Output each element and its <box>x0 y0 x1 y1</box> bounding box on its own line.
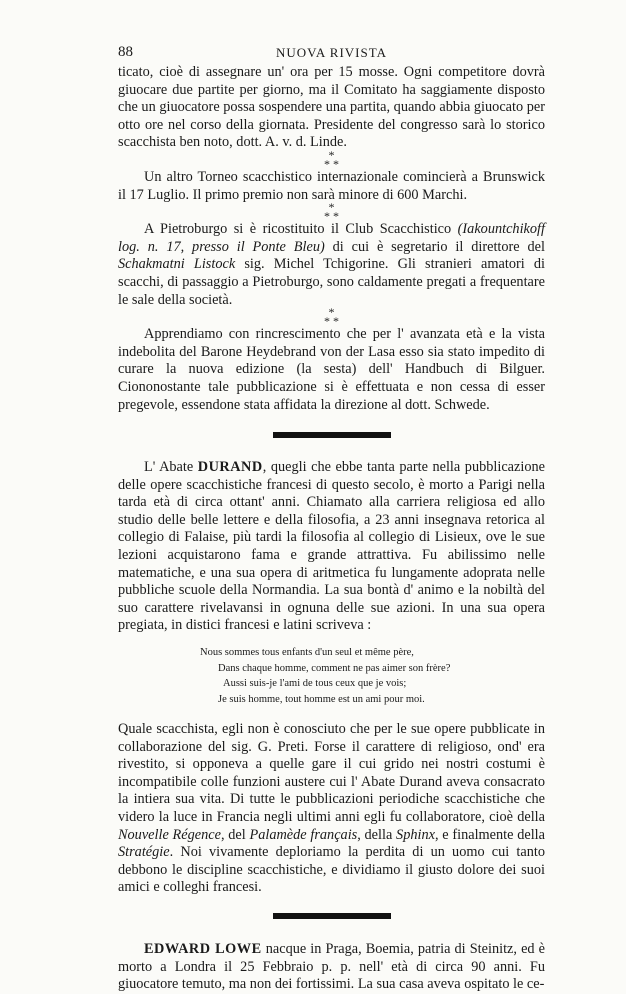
article-body <box>118 64 545 994</box>
paragraph-lowe: EDWARD LOWE nacque in Praga, Boemia, patria di Steinitz, ed è morto a Londra il 25 Febbraio p. p. nell' età di circa 90 anni. Fu giuocatore temuto, ma non dei fortissimi. La sua casa aveva ospitato le ce- <box>118 940 545 993</box>
paragraph-durand: L' Abate DURAND, quegli che ebbe tanta parte nella pubblicazione delle opere scacchistiche francesi di questo secolo, è morto a Parigi nella tarda età di circa ottant' anni. Chiamato alla carriera religiosa ed allo studio delle belle lettere e della filosofia, a 23 anni insegnava retorica al collegio di Falaise, più tardi la filosofia al collegio di Lisieux, ove le sue lezioni acquistarono fama e grande attrattiva. Fu abilissimo nelle matematiche, e una sua opera di aritmetica fu lungamente adoprata nelle pubbliche scuole della Normandia. La sua bontà d' animo e la nobiltà del suo carattere rivelavansi in ognuna delle sue azioni. In una sua opera pregiata, in distici francesi e latini scriveva : <box>118 459 545 634</box>
page-number: 88 <box>118 44 133 60</box>
verse-line: Dans chaque homme, comment ne pas aimer son frère? <box>218 662 451 674</box>
section-rule <box>273 913 391 919</box>
asterism-separator: * * * <box>324 305 339 329</box>
verse-line: Nous sommes tous enfants d'un seul et même père, <box>200 647 414 659</box>
running-title: NUOVA RIVISTA <box>275 45 388 60</box>
paragraph-brunswick: Un altro Torneo scacchistico internazionale comincierà a Brunswick il 17 Luglio. Il primo premio non sarà minore di 600 Marchi. <box>118 168 545 203</box>
paragraph-pietroburgo: A Pietroburgo si è ricostituito il Club Scacchistico (Iakountchikoff log. n. 17, presso il Ponte Bleu) di cui è segretario il direttore del Schakmatni Listock sig. Michel Tchigorine. Gli stranieri amatori di scacchi, di passaggio a Pietroburgo, sono caldamente pregati a frequentare le sale della società. <box>118 221 545 308</box>
verse-line: Je suis homme, tout homme est un ami pour moi. <box>218 693 425 705</box>
page-header <box>118 44 545 64</box>
paragraph-heydebrand: Apprendiamo con rincrescimento che per l' avanzata età e la vista indebolita del Barone Heydebrand von der Lasa esso sia stato impedito di curare la nuova edizione (la sesta) dell' Handbuch di Bilguer. Ciononostante tale pubblicazione si è effettuata e non cessa di esser pregevole, essendone stata affidata la direzione al dott. Schwede. <box>118 326 545 413</box>
verse-line: Aussi suis-je l'ami de tous ceux que je vois; <box>223 678 407 690</box>
paragraph-durand-continuation: Quale scacchista, egli non è conosciuto che per le sue opere pubblicate in collaborazione del sig. G. Preti. Forse il carattere di religioso, ond' era rivestito, si opponeva a quelle gare il cui grido nei nostri costumi è incompatibile colle funzioni austere cui l' Abate Durand aveva consacrato la intiera sua vita. Di tutte le pubblicazioni periodiche scacchistiche che videro la luce in Francia negli ultimi anni egli fu collaboratore, cioè della Nouvelle Régence, del Palamède français, della Sphinx, e finalmente della Stratégie. Noi vivamente deploriamo la perdita di un uomo cui tanto debbono le discipline scacchistiche, e dividiamo il giusto dolore dei suoi amici e colleghi francesi. <box>118 721 545 896</box>
section-rule <box>273 432 391 438</box>
paragraph-torneo-continuation: ticato, cioè di assegnare un' ora per 15 mosse. Ogni competitore dovrà giuocare due partite per giorno, ma il Comitato ha saggiamente disposto che un giuocatore possa sospendere una partita, quando abbia giuocato per otto ore nel corso della giornata. Presidente del congresso sarà lo storico scacchista ben noto, dott. A. v. d. Linde. <box>118 64 545 151</box>
asterism-separator: * * * <box>324 147 339 171</box>
asterism-separator: * * * <box>324 200 339 224</box>
french-verse-quote <box>118 645 545 707</box>
